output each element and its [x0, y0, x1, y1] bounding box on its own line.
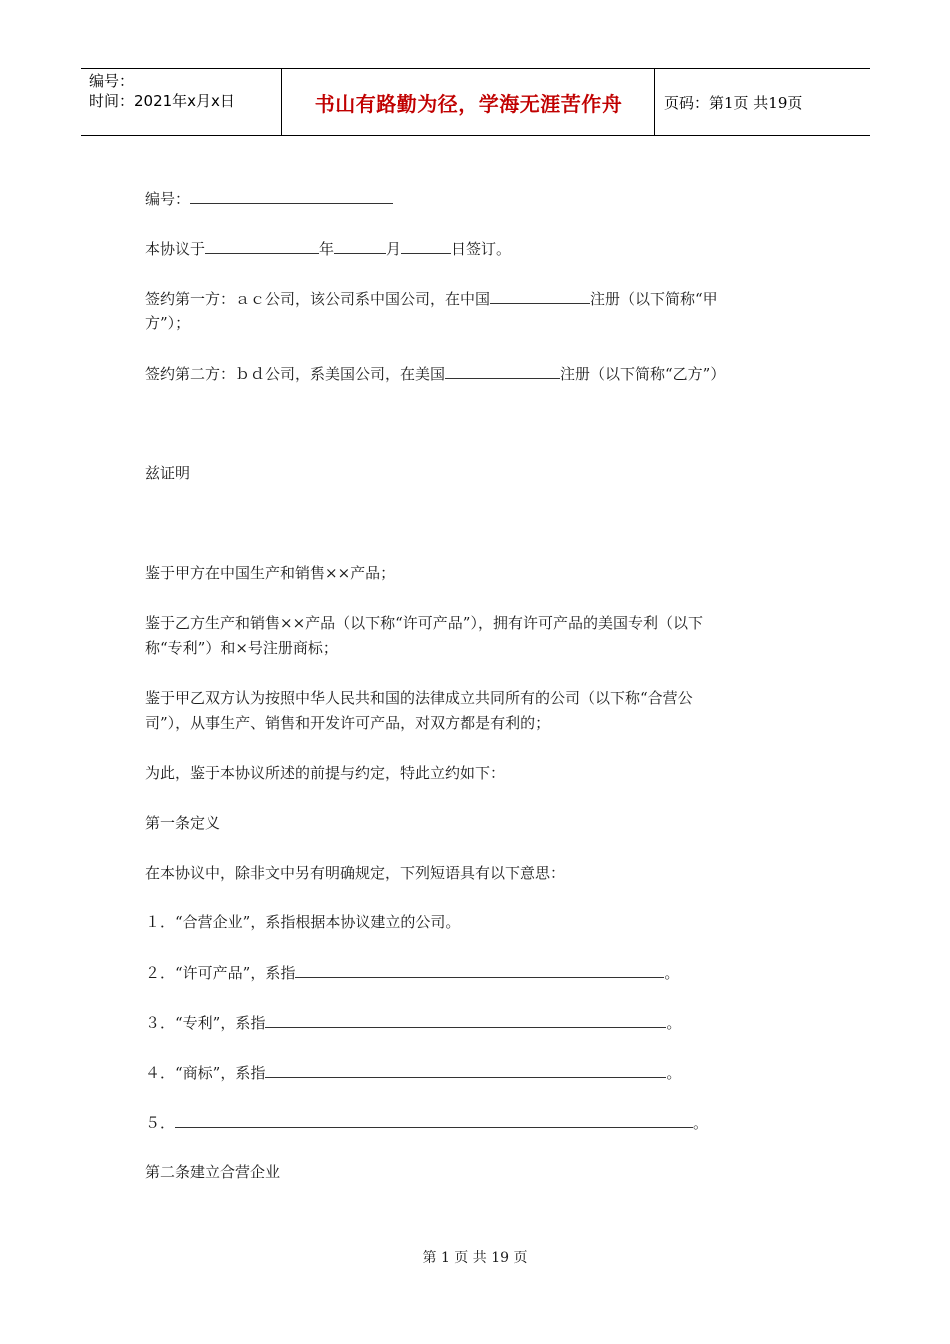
header-divider: [654, 69, 655, 135]
signed-year: 年: [319, 240, 335, 258]
definition-4-label: ４．“商标”，系指: [145, 1064, 266, 1082]
signed-day: 日签订。: [451, 240, 512, 258]
period: 。: [666, 1014, 682, 1032]
definition-1: １．“合营企业”，系指根据本协议建立的公司。: [145, 913, 461, 931]
definition-2-label: ２．“许可产品”，系指: [145, 964, 296, 982]
number-line-label: 编号：: [145, 190, 191, 208]
party-b-suffix: 注册（以下简称“乙方”）: [560, 365, 726, 383]
header-page-label: 页码：第1页 共19页: [664, 93, 803, 112]
signed-month: 月: [386, 240, 402, 258]
period: 。: [693, 1114, 709, 1132]
definition-3-label: ３．“专利”，系指: [145, 1014, 266, 1032]
page-footer: 第 1 页 共 19 页: [422, 1250, 528, 1266]
definition-5-label: ５．: [145, 1114, 176, 1132]
definition-4-blank: [265, 1060, 666, 1078]
definition-2-blank: [295, 960, 664, 978]
party-b-blank: [445, 361, 560, 379]
recital-2-line2: 称“专利”）和×号注册商标；: [145, 639, 338, 657]
header-number-label: 编号：: [89, 72, 135, 90]
recital-1: 鉴于甲方在中国生产和销售××产品；: [145, 564, 396, 582]
agreement-line: 为此，鉴于本协议所述的前提与约定，特此立约如下：: [145, 764, 506, 782]
recital-3-line2: 司”），从事生产、销售和开发许可产品，对双方都是有利的；: [145, 714, 551, 732]
period: 。: [666, 1064, 682, 1082]
article-1-title: 第一条定义: [145, 814, 221, 832]
header-meta: [89, 71, 279, 111]
month-blank: [334, 236, 386, 254]
period: 。: [664, 964, 680, 982]
header-divider: [281, 69, 282, 135]
party-a-suffix: 注册（以下简称“甲: [590, 290, 718, 308]
witness-line: 兹证明: [145, 464, 191, 482]
signing-date-line: [145, 236, 805, 262]
article-1-intro: 在本协议中，除非文中另有明确规定，下列短语具有以下意思：: [145, 864, 566, 882]
number-blank: [190, 186, 393, 204]
definition-4: [145, 1060, 805, 1086]
year-blank: [205, 236, 319, 254]
document-header: [81, 68, 870, 136]
definition-3-blank: [265, 1010, 666, 1028]
recital-2-line1: 鉴于乙方生产和销售××产品（以下称“许可产品”），拥有许可产品的美国专利（以下: [145, 614, 703, 632]
party-a-blank: [490, 286, 590, 304]
party-a-prefix: 签约第一方：ａｃ公司，该公司系中国公司，在中国: [145, 290, 491, 308]
number-line: [145, 186, 805, 212]
recital-3-line1: 鉴于甲乙双方认为按照中华人民共和国的法律成立共同所有的公司（以下称“合营公: [145, 689, 693, 707]
header-time-label: 时间：2021年x月x日: [89, 92, 235, 110]
party-b-paragraph: [145, 361, 805, 387]
party-a-line2: 方”）；: [145, 314, 191, 332]
day-blank: [401, 236, 451, 254]
definition-5-blank: [175, 1110, 693, 1128]
signed-prefix: 本协议于: [145, 240, 206, 258]
header-motto: 书山有路勤为径，学海无涯苦作舟: [314, 91, 623, 116]
definition-5: [145, 1110, 805, 1136]
definition-2: [145, 960, 805, 986]
party-b-prefix: 签约第二方：ｂｄ公司，系美国公司，在美国: [145, 365, 446, 383]
definition-3: [145, 1010, 805, 1036]
party-a-paragraph: [145, 286, 805, 312]
article-2-title: 第二条建立合营企业: [145, 1163, 281, 1181]
